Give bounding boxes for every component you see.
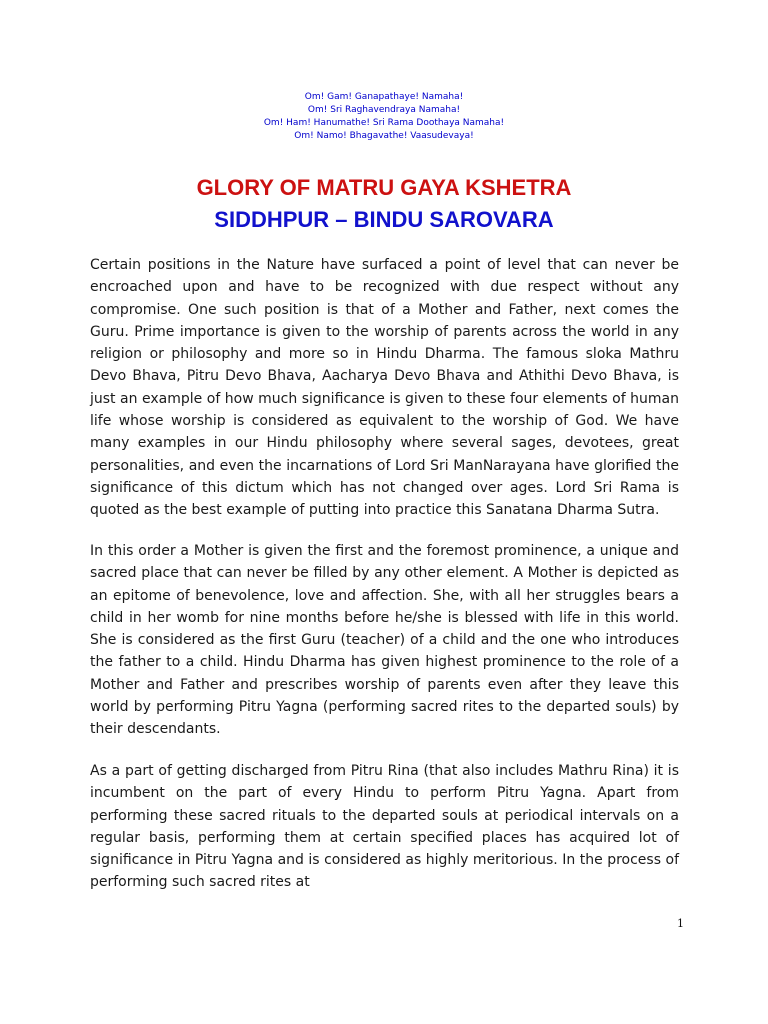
- body-paragraph: As a part of getting discharged from Pitru Rina (that also includes Mathru Rina) it is incumbent on the part of every Hindu to perform Pitru Yagna. Apart from performing these sacred rituals to the departed souls at periodical intervals on a regular basis, performing them at certain specified places has acquired lot of significance in Pitru Yagna and is considered as highly meritorious. In the process of performing such sacred rites at: [90, 763, 679, 891]
- invocation-line: Om! Sri Raghavendraya Namaha!: [307, 105, 461, 115]
- body-paragraph: Certain positions in the Nature have surfaced a point of level that can never be encroached upon and have to be recognized with due respect without any compromise. One such position is that of a Mother and Father, next comes the Guru. Prime importance is given to the worship of parents across the world in any religion or philosophy and more so in Hindu Dharma. The famous sloka Mathru Devo Bhava, Pitru Devo Bhava, Aacharya Devo Bhava and Athithi Devo Bhava, is just an example of how much significance is given to these four elements of human life whose worship is considered as equivalent to the worship of God. We have many examples in our Hindu philosophy where several sages, devotees, great personalities, and even the incarnations of Lord Sri ManNarayana have glorified the significance of this dictum which has not changed over ages. Lord Sri Rama is quoted as the best example of putting into practice this Sanatana Dharma Sutra.: [90, 257, 679, 519]
- document-title: GLORY OF MATRU GAYA KSHETRA: [196, 175, 572, 200]
- invocation-line: Om! Ham! Hanumathe! Sri Rama Doothaya Namaha!: [263, 118, 505, 128]
- document-subtitle: SIDDHPUR – BINDU SAROVARA: [214, 207, 554, 232]
- invocation-line: Om! Gam! Ganapathaye! Namaha!: [304, 92, 464, 102]
- body-paragraph: In this order a Mother is given the first and the foremost prominence, a unique and sacred place that can never be filled by any other element. A Mother is depicted as an epitome of benevolence, love and affection. She, with all her struggles bears a child in her womb for nine months before he/she is blessed with life in this world. She is considered as the first Guru (teacher) of a child and the one who introduces the father to a child. Hindu Dharma has given highest prominence to the role of a Mother and Father and prescribes worship of parents even after they leave this world by performing Pitru Yagna (performing sacred rites to the departed souls) by their descendants.: [90, 543, 679, 738]
- invocation-block: [0, 91, 768, 143]
- page-number: 1: [677, 917, 684, 930]
- invocation-line: Om! Namo! Bhagavathe! Vaasudevaya!: [294, 131, 474, 141]
